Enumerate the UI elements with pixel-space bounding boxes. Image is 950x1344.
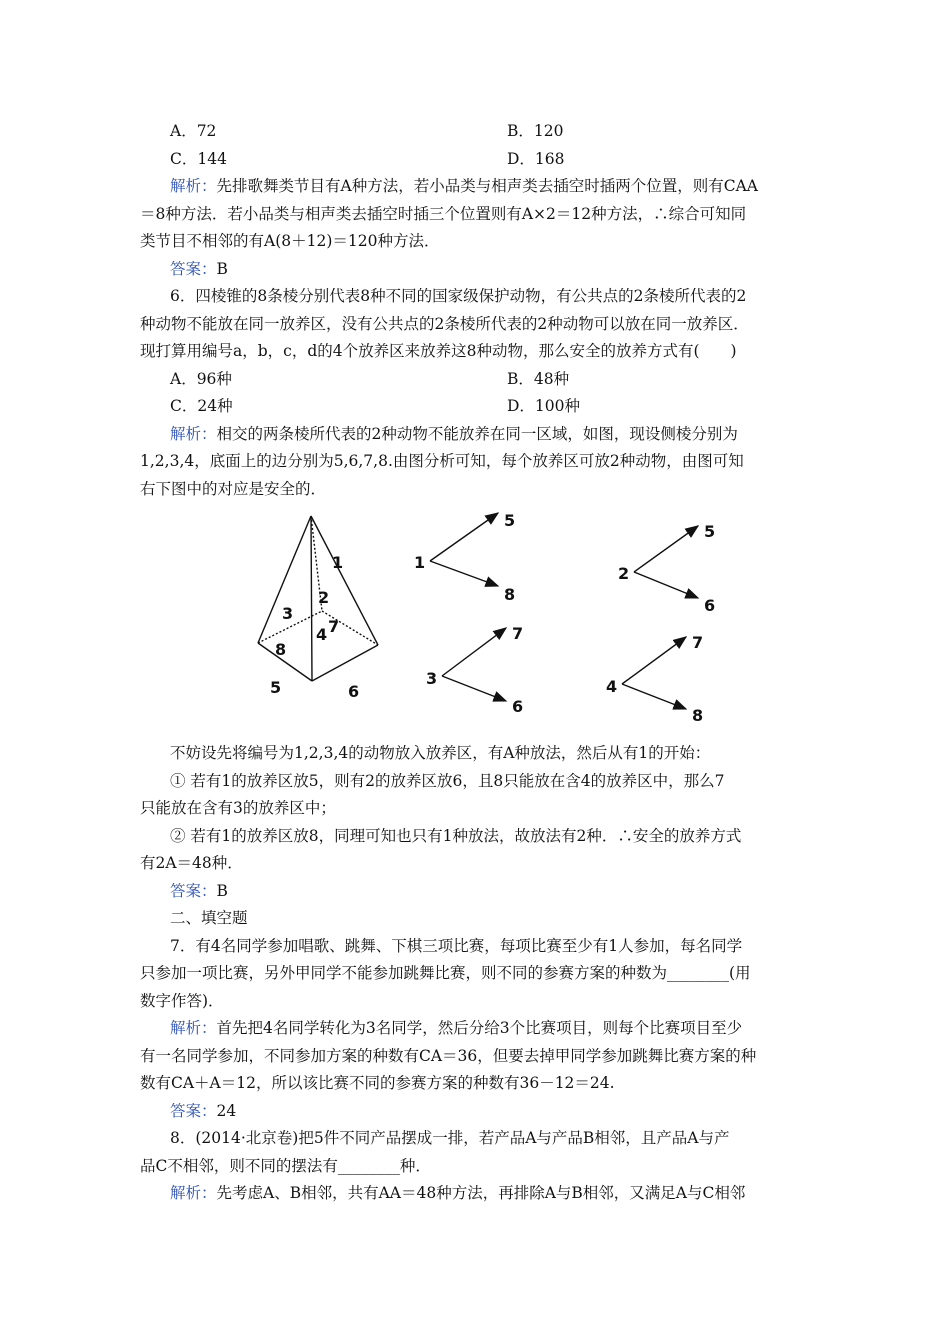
q6-solution-line-3: 右下图中的对应是安全的．	[140, 479, 327, 498]
q8-solution-text-1: 先考虑A、B相邻，共有AA＝48种方法，再排除A与B相邻，又满足A与C相邻	[216, 1184, 746, 1202]
q7-stem-line-2: 只参加一项比赛，另外甲同学不能参加跳舞比赛，则不同的参赛方案的种数为________(用	[140, 964, 751, 982]
arrow-4-source-label: 4	[606, 677, 618, 696]
pyramid-label-3: 3	[282, 604, 294, 623]
arrow-1-source-label: 1	[414, 553, 426, 572]
pyramid-label-7: 7	[328, 617, 340, 636]
q6-stem-line-1: 6．四棱锥的8条棱分别代表8种不同的国家级保护动物，有公共点的2条棱所代表的2	[170, 287, 747, 305]
q6-after-line-3: 只能放在含有3的放养区中；	[140, 799, 336, 817]
arrow-3-source-label: 3	[426, 669, 438, 688]
q7-answer	[140, 1098, 812, 1126]
q6-solution-line-2: 1,2,3,4，底面上的边分别为5,6,7,8.由图分析可知，每个放养区可放2种动物，由图可知	[140, 452, 744, 470]
arrow-group-3	[442, 628, 506, 701]
pyramid-label-6: 6	[348, 682, 360, 701]
q6-after-line-4: ② 若有1的放养区放8，同理可知也只有1种放法，故放法有2种．∴安全的放养方式	[170, 826, 742, 845]
pyramid-edge-3	[258, 516, 311, 643]
pyramid-edge-4	[311, 516, 312, 681]
pyramid-label-1: 1	[332, 553, 344, 572]
q6-after-line-1: 不妨设先将编号为1,2,3,4的动物放入放养区，有A种放法，然后从有1的开始：	[170, 744, 711, 762]
q5-solution-line-1	[140, 173, 812, 201]
arrow-4-target-label-8: 8	[692, 706, 704, 725]
arrow-1-target-label-8: 8	[504, 585, 516, 604]
q8-solution-label: 解析：	[170, 1184, 217, 1202]
arrow-2-target-label-5: 5	[704, 522, 716, 541]
q7-stem-line-3: 数字作答)．	[140, 991, 224, 1010]
q6-stem-line-2: 种动物不能放在同一放养区，没有公共点的2条棱所代表的2种动物可以放在同一放养区．	[140, 314, 749, 333]
q7-solution-line-2: 有一名同学参加，不同参加方案的种数有CA＝36，但要去掉甲同学参加跳舞比赛方案的种	[140, 1046, 757, 1065]
q6-option-a: A．96种	[170, 369, 232, 388]
arrow-4-target-label-7: 7	[692, 633, 704, 652]
q7-answer-label: 答案：	[170, 1101, 217, 1120]
pyramid-edge-6	[312, 645, 378, 681]
q6-answer	[140, 878, 812, 906]
q6-option-d: D．100种	[507, 397, 581, 415]
q6-option-b: B．48种	[507, 369, 570, 388]
q6-solution-line-1	[140, 421, 812, 449]
pyramid-label-2: 2	[318, 588, 330, 607]
q5-option-a: A．72	[170, 122, 217, 140]
arrow-group-1	[430, 513, 498, 586]
q6-options-row-2	[140, 393, 812, 421]
q6-solution-label: 解析：	[170, 424, 217, 443]
q7-solution-label: 解析：	[170, 1019, 217, 1037]
arrow-3-target-label-6: 6	[512, 697, 524, 716]
q5-option-c: C．144	[170, 149, 227, 168]
q6-option-c: C．24种	[170, 397, 233, 415]
q6-after-line-5: 有2A＝48种．	[140, 854, 243, 872]
q5-option-d: D．168	[507, 149, 565, 168]
pyramid-label-5: 5	[270, 678, 282, 697]
q5-options-row-2	[140, 146, 812, 174]
q5-solution-line-3: 类节目不相邻的有A(8＋12)＝120种方法．	[140, 232, 440, 250]
q7-stem-line-1: 7．有4名同学参加唱歌、跳舞、下棋三项比赛，每项比赛至少有1人参加，每名同学	[170, 936, 743, 955]
q7-solution-text-1: 首先把4名同学转化为3名同学，然后分给3个比赛项目，则每个比赛项目至少	[216, 1019, 743, 1037]
q5-option-b: B．120	[507, 122, 564, 140]
q7-solution-line-1	[140, 1015, 812, 1043]
arrow-3-target-label-7: 7	[512, 624, 524, 643]
arrow-group-2	[634, 526, 698, 598]
q7-answer-value: 24	[216, 1101, 237, 1120]
section-heading: 二、填空题	[170, 909, 248, 927]
pyramid-figure	[140, 508, 812, 738]
q6-solution-text-1: 相交的两条棱所代表的2种动物不能放养在同一区域，如图，现设侧棱分别为	[216, 424, 738, 443]
arrow-2-target-label-6: 6	[704, 596, 716, 615]
arrow-group-4	[622, 637, 686, 709]
q6-answer-label: 答案：	[170, 881, 217, 900]
q5-solution-label: 解析：	[170, 177, 217, 195]
pyramid-label-4: 4	[316, 625, 328, 644]
q5-answer	[140, 256, 812, 284]
q6-answer-value: B	[216, 881, 228, 900]
q6-stem-line-3: 现打算用编号a，b，c，d的4个放养区来放养这8种动物，那么安全的放养方式有( )	[140, 342, 737, 360]
q5-solution-text-1: 先排歌舞类节目有A种方法，若小品类与相声类去插空时插两个位置，则有CAA	[216, 177, 758, 195]
q6-after-line-2: ① 若有1的放养区放5，则有2的放养区放6，且8只能放在含4的放养区中，那么7	[170, 771, 725, 790]
q5-answer-label: 答案：	[170, 259, 217, 278]
q5-options-row-1	[140, 118, 812, 146]
pyramid-label-8: 8	[275, 640, 287, 659]
q8-stem-line-1: 8．(2014·北京卷)把5件不同产品摆成一排，若产品A与产品B相邻，且产品A与产	[170, 1129, 730, 1147]
arrow-1-target-label-5: 5	[504, 511, 516, 530]
pyramid-diagram	[250, 508, 720, 734]
q6-options-row-1	[140, 366, 812, 394]
q7-solution-line-3: 数有CA＋A＝12，所以该比赛不同的参赛方案的种数有36－12＝24.	[140, 1074, 615, 1092]
q5-answer-value: B	[216, 259, 228, 278]
q5-solution-line-2: ＝8种方法．若小品类与相声类去插空时插三个位置则有A×2＝12种方法，∴综合可知同	[140, 204, 747, 223]
document-page	[140, 118, 812, 1208]
q8-stem-line-2: 品C不相邻，则不同的摆法有________种．	[140, 1156, 431, 1175]
q8-solution-line-1	[140, 1180, 812, 1208]
arrow-2-source-label: 2	[618, 564, 630, 583]
